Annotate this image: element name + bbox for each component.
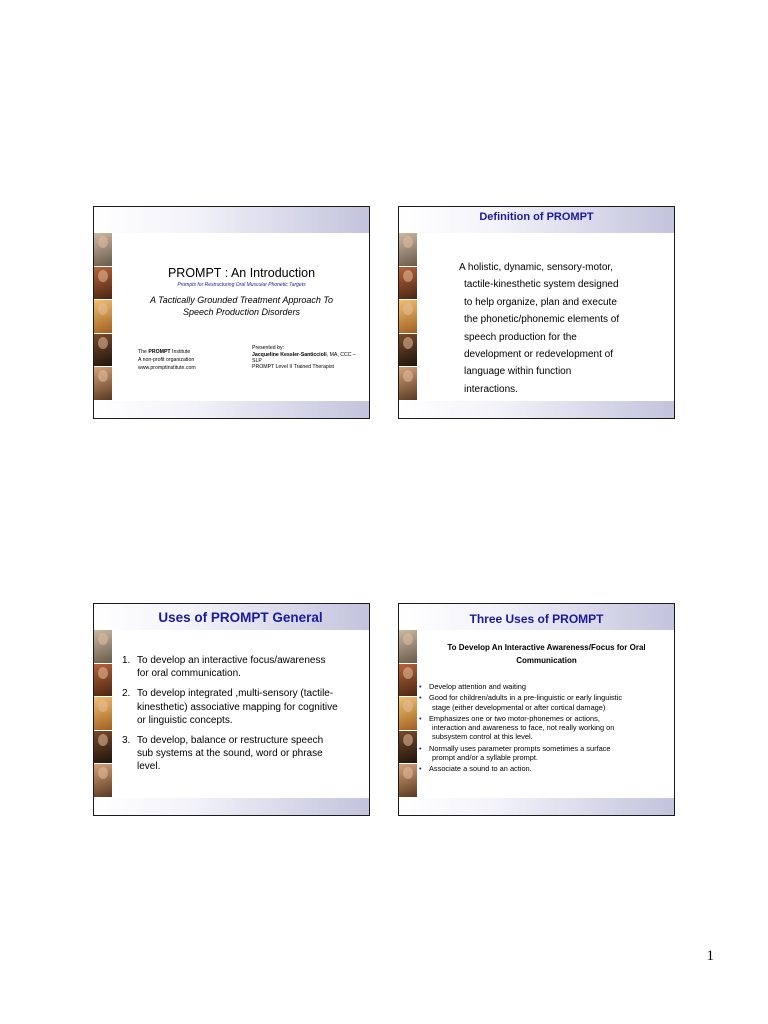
child-photo [94,233,112,267]
list-item-text [137,654,325,680]
bullet-text [429,682,526,691]
intro-subtitle: Prompts for Restructuring Oral Muscular Phonetic Targets [177,282,306,288]
child-photo [399,731,417,765]
bullet-line: Emphasizes one or two motor-phonemes or actions, [429,713,600,723]
org-name: The PROMPT Institute [138,349,191,355]
bullet-line: Normally uses parameter prompts sometimes a surface [429,743,611,753]
three-uses-heading [419,641,674,667]
bullet-icon: • [419,713,422,723]
org-type: A non-profit organization [138,357,195,363]
bullet-line: subsystem control at this level. [432,732,533,742]
bullet-text [429,764,532,773]
slide-title: Uses of PROMPT General [158,610,323,625]
child-photo [94,334,112,368]
child-photo [94,367,112,401]
intro-tagline-line1: A Tactically Grounded Treatment Approach To [149,295,334,305]
list-item-line: To develop, balance or restructure speech [137,735,324,747]
photo-strip [399,630,417,798]
child-photo [94,267,112,301]
list-item-line: for oral communication. [137,668,241,680]
definition-line: development or redevelopment of [464,349,613,361]
definition-line: interactions. [464,383,518,395]
list-item [122,654,338,680]
uses-list [122,654,338,774]
bullet-list [419,682,622,774]
child-photo [94,630,112,664]
presented-by-label: Presented by: [252,345,285,351]
photo-strip [94,630,112,798]
bullet-line: Good for children/adults in a pre-linguistic or early linguistic [429,693,623,703]
list-number: 2. [122,688,131,700]
list-item-line: or linguistic concepts. [137,714,233,726]
list-item-line: sub systems at the sound, word or phrase [137,748,323,760]
bullet-text [429,744,611,763]
photo-strip [94,233,112,401]
list-item-text [137,687,338,727]
bullet-icon: • [419,764,422,774]
bullet-item [419,714,622,742]
list-item-line: level. [137,761,161,773]
intro-title: PROMPT : An Introduction [167,266,316,280]
slide-bottom-bar [399,401,674,418]
definition-line: to help organize, plan and execute [464,296,617,308]
child-photo [399,697,417,731]
presenter-creds: SLP [252,358,262,364]
child-photo [94,300,112,334]
org-block [138,348,196,372]
child-photo [399,300,417,334]
list-item-line: To develop an interactive focus/awareness [137,655,326,666]
bullet-item [419,764,622,773]
child-photo [399,764,417,798]
bullet-text [429,714,614,742]
bullet-icon: • [419,743,422,753]
definition-line: A holistic, dynamic, sensory-motor, [459,262,613,273]
child-photo [399,267,417,301]
photo-strip [399,233,417,401]
slide-bottom-bar [94,401,369,418]
definition-line: the phonetic/phonemic elements of [464,314,620,326]
bullet-line: Develop attention and waiting [429,682,526,691]
slide-definition [398,206,675,419]
child-photo [94,731,112,765]
list-item-line: kinesthetic) associative mapping for cognitive [137,701,338,713]
bullet-line: Associate a sound to an action. [429,764,532,774]
bullet-line: stage (either developmental or after cortical damage) [432,702,606,712]
bullet-text [429,693,622,712]
child-photo [399,367,417,401]
list-item-text [137,734,323,774]
child-photo [94,697,112,731]
slide-uses-general [93,603,370,816]
list-item [122,734,338,774]
list-item-line: To develop integrated ,multi-sensory (tactile- [137,688,334,700]
definition-text [459,259,619,398]
slide-title: Definition of PROMPT [479,211,594,223]
definition-line: tactile-kinesthetic system designed [464,279,619,291]
child-photo [399,233,417,267]
bullet-item [419,693,622,712]
child-photo [399,664,417,698]
heading-line: To Develop An Interactive Awareness/Focus for Oral [447,643,646,652]
bullet-icon: • [419,693,422,703]
bullet-item [419,744,622,763]
list-item [122,687,338,727]
presenter-block [252,345,356,371]
child-photo [94,764,112,798]
bullet-item [419,682,622,691]
child-photo [94,664,112,698]
slide-title: Three Uses of PROMPT [469,612,604,626]
slide-bottom-bar [94,798,369,815]
heading-line: Communication [516,656,577,665]
list-number: 1. [122,655,131,666]
slide-bottom-bar [399,798,674,815]
bullet-icon: • [419,682,422,691]
definition-line: speech production for the [464,331,577,343]
bullet-line: prompt and/or a syllable prompt. [432,753,538,763]
intro-tagline-line2: Speech Production Disorders [182,307,301,317]
definition-line: language within function [464,366,572,378]
slide-top-bar [94,207,369,233]
page-number: 1 [706,948,714,964]
org-website: www.promptinstitute.com [138,365,196,371]
child-photo [399,630,417,664]
child-photo [399,334,417,368]
slide-intro [93,206,370,419]
list-number: 3. [122,735,131,747]
bullet-line: interaction and awareness to face, not really working on [432,723,615,733]
presenter-name: Jacqueline Kessler-Santiccioli, MA, CCC – [252,352,356,358]
slide-three-uses [398,603,675,816]
presenter-level: PROMPT Level II Trained Therapist [252,364,334,370]
